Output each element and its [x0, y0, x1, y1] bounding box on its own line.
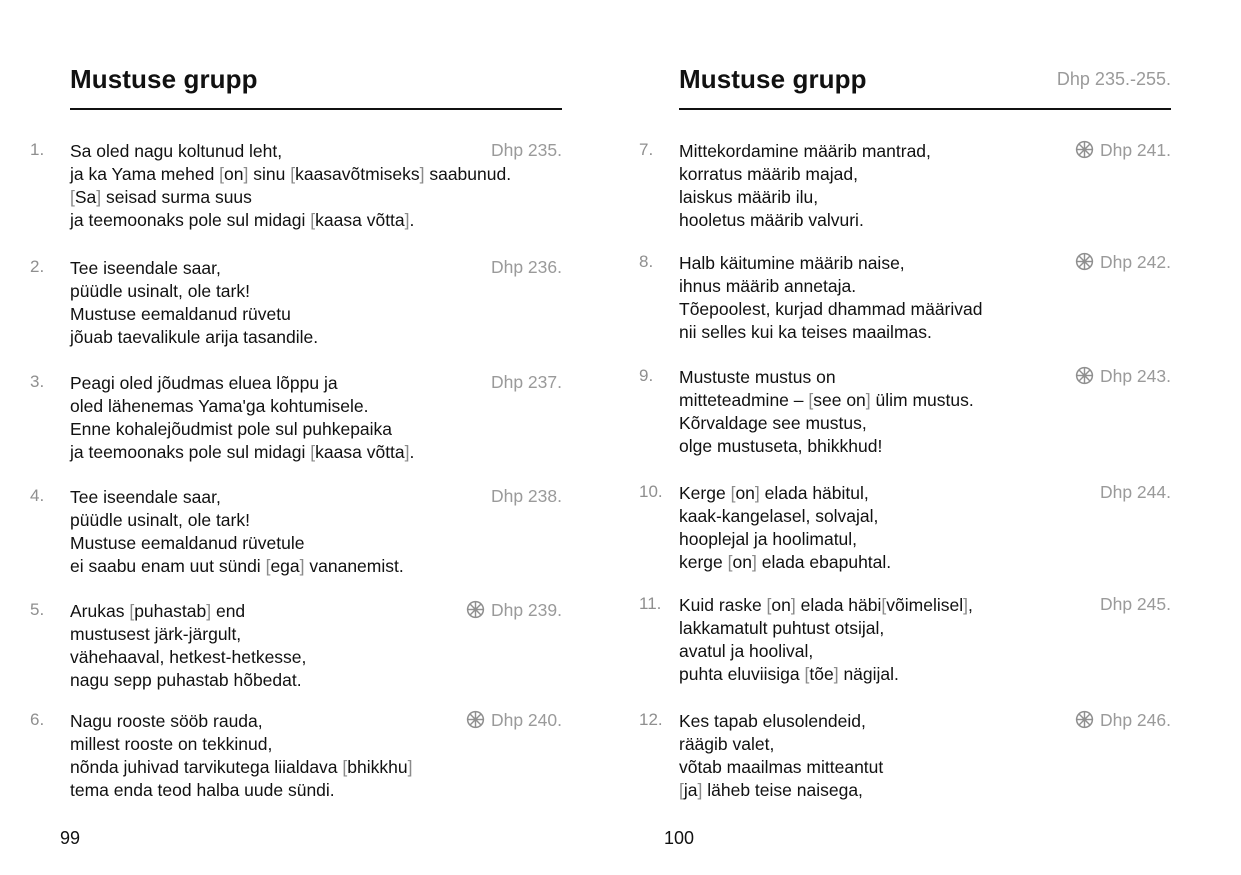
- verse-line: Tee iseendale saar,: [70, 258, 221, 278]
- verse-reference: [491, 486, 562, 507]
- right-page-title: Mustuse grupp: [679, 64, 867, 94]
- verse-line: Tee iseendale saar,: [70, 487, 221, 507]
- verse-reference: [1075, 140, 1171, 161]
- verse-lines: [679, 710, 883, 802]
- left-page-title: Mustuse grupp: [70, 64, 258, 94]
- verse-reference: [1075, 710, 1171, 731]
- verse-line: Kõrvaldage see mustus,: [679, 413, 867, 433]
- verse-lines: [679, 252, 983, 344]
- verse-number: 12.: [639, 710, 663, 729]
- verse-number: 4.: [30, 486, 45, 505]
- verse-line: püüdle usinalt, ole tark!: [70, 281, 250, 301]
- verse-number: 5.: [30, 600, 45, 619]
- verse-lines: [70, 486, 404, 578]
- dharma-wheel-icon: [1075, 710, 1100, 730]
- verse-lines: [70, 600, 306, 692]
- verse-number: 8.: [639, 252, 654, 271]
- verse-reference: [1075, 366, 1171, 387]
- dharma-wheel-icon: [1075, 140, 1100, 160]
- right-page-number: 100: [663, 828, 695, 848]
- verse-lines: [679, 140, 931, 232]
- verse-line: mitteteadmine – [see on] ülim mustus.: [679, 390, 974, 410]
- verse-line: räägib valet,: [679, 734, 775, 754]
- verse-line: millest rooste on tekkinud,: [70, 734, 273, 754]
- verse-number: 10.: [639, 482, 663, 501]
- right-page: [639, 0, 1199, 875]
- verse-reference-text: Dhp 246.: [1099, 710, 1171, 730]
- left-page: [30, 0, 590, 875]
- right-page-header-ref: Dhp 235.-255.: [1056, 69, 1171, 89]
- verse-line: ja ka Yama mehed [on] sinu [kaasavõtmiseks] saabunud.: [70, 164, 512, 184]
- verse-line: Tõepoolest, kurjad dhammad määrivad: [679, 299, 983, 319]
- verse-line: Enne kohalejõudmist pole sul puhkepaika: [70, 419, 393, 439]
- verse-line: võtab maailmas mitteantut: [679, 757, 884, 777]
- left-page-number: 99: [59, 828, 81, 848]
- verse-line: ei saabu enam uut sündi [ega] vananemist.: [70, 556, 404, 576]
- verse-line: püüdle usinalt, ole tark!: [70, 510, 250, 530]
- verse-number: 1.: [30, 140, 45, 159]
- verse-line: Kuid raske [on] elada häbi[võimelisel],: [679, 595, 973, 615]
- verse-line: mustusest järk-järgult,: [70, 624, 242, 644]
- verse-line: ihnus määrib annetaja.: [679, 276, 857, 296]
- verse-line: Halb käitumine määrib naise,: [679, 253, 905, 273]
- verse-line: Mustuse eemaldanud rüvetule: [70, 533, 305, 553]
- verse-number: 9.: [639, 366, 654, 385]
- verse-line: Sa oled nagu koltunud leht,: [70, 141, 283, 161]
- verse-line: [Sa] seisad surma suus: [70, 187, 252, 207]
- verse-line: lakkamatult puhtust otsijal,: [679, 618, 885, 638]
- dharma-wheel-icon: [1075, 366, 1100, 386]
- verse-line: oled lähenemas Yama'ga kohtumisele.: [70, 396, 369, 416]
- verse-number: 3.: [30, 372, 45, 391]
- verse-line: vähehaaval, hetkest-hetkesse,: [70, 647, 307, 667]
- left-page-header: [70, 64, 562, 110]
- verse-reference-text: Dhp 244.: [1099, 482, 1171, 502]
- verse-line: Arukas [puhastab] end: [70, 601, 246, 621]
- verse-lines: [70, 710, 412, 802]
- verse-reference: [466, 600, 562, 621]
- verse-line: Kerge [on] elada häbitul,: [679, 483, 869, 503]
- verse-reference: [491, 372, 562, 393]
- verse-line: Mustuse eemaldanud rüvetu: [70, 304, 291, 324]
- verse-reference: [491, 140, 562, 161]
- verse-reference: [466, 710, 562, 731]
- verse-lines: [679, 594, 973, 686]
- verse-line: Mittekordamine määrib mantrad,: [679, 141, 931, 161]
- verse-reference-text: Dhp 235.: [490, 140, 562, 160]
- verse-reference-text: Dhp 240.: [490, 710, 562, 730]
- verse-lines: [679, 366, 974, 458]
- verse-lines: [70, 257, 318, 349]
- verse-line: kerge [on] elada ebapuhtal.: [679, 552, 892, 572]
- verse-line: jõuab taevalikule arija tasandile.: [70, 327, 319, 347]
- verse-reference: [1075, 252, 1171, 273]
- verse-line: olge mustuseta, bhikkhud!: [679, 436, 883, 456]
- verse-reference-text: Dhp 241.: [1099, 140, 1171, 160]
- verse-lines: [70, 140, 511, 232]
- verse-line: ja teemoonaks pole sul midagi [kaasa võtta].: [70, 442, 415, 462]
- verse-line: Nagu rooste sööb rauda,: [70, 711, 263, 731]
- verse-reference: [1100, 594, 1171, 615]
- verse-reference-text: Dhp 238.: [490, 486, 562, 506]
- verse-line: kaak-kangelasel, solvajal,: [679, 506, 879, 526]
- verse-number: 2.: [30, 257, 45, 276]
- dharma-wheel-icon: [466, 710, 491, 730]
- dharma-wheel-icon: [466, 600, 491, 620]
- verse-number: 7.: [639, 140, 654, 159]
- verse-reference-text: Dhp 242.: [1099, 252, 1171, 272]
- verse-number: 6.: [30, 710, 45, 729]
- verse-reference-text: Dhp 237.: [490, 372, 562, 392]
- verse-line: puhta eluviisiga [tõe] nägijal.: [679, 664, 899, 684]
- verse-lines: [70, 372, 414, 464]
- verse-line: tema enda teod halba uude sündi.: [70, 780, 335, 800]
- verse-reference-text: Dhp 245.: [1099, 594, 1171, 614]
- verse-line: ja teemoonaks pole sul midagi [kaasa võtta].: [70, 210, 415, 230]
- verse-line: korratus määrib majad,: [679, 164, 858, 184]
- verse-reference: [1100, 482, 1171, 503]
- verse-line: Mustuste mustus on: [679, 367, 836, 387]
- verse-number: 11.: [639, 594, 662, 613]
- verse-line: nagu sepp puhastab hõbedat.: [70, 670, 302, 690]
- verse-line: nõnda juhivad tarvikutega liialdava [bhikkhu]: [70, 757, 413, 777]
- verse-reference-text: Dhp 239.: [490, 600, 562, 620]
- verse-line: hooplejal ja hoolimatul,: [679, 529, 858, 549]
- verse-line: laiskus määrib ilu,: [679, 187, 819, 207]
- verse-line: [ja] läheb teise naisega,: [679, 780, 863, 800]
- verse-line: hooletus määrib valvuri.: [679, 210, 864, 230]
- verse-line: avatul ja hoolival,: [679, 641, 814, 661]
- verse-line: nii selles kui ka teises maailmas.: [679, 322, 932, 342]
- right-page-header: [679, 64, 1171, 110]
- verse-line: Kes tapab elusolendeid,: [679, 711, 866, 731]
- dharma-wheel-icon: [1075, 252, 1100, 272]
- verse-line: Peagi oled jõudmas eluea lõppu ja: [70, 373, 338, 393]
- verse-lines: [679, 482, 891, 574]
- verse-reference-text: Dhp 236.: [490, 257, 562, 277]
- verse-reference-text: Dhp 243.: [1099, 366, 1171, 386]
- verse-reference: [491, 257, 562, 278]
